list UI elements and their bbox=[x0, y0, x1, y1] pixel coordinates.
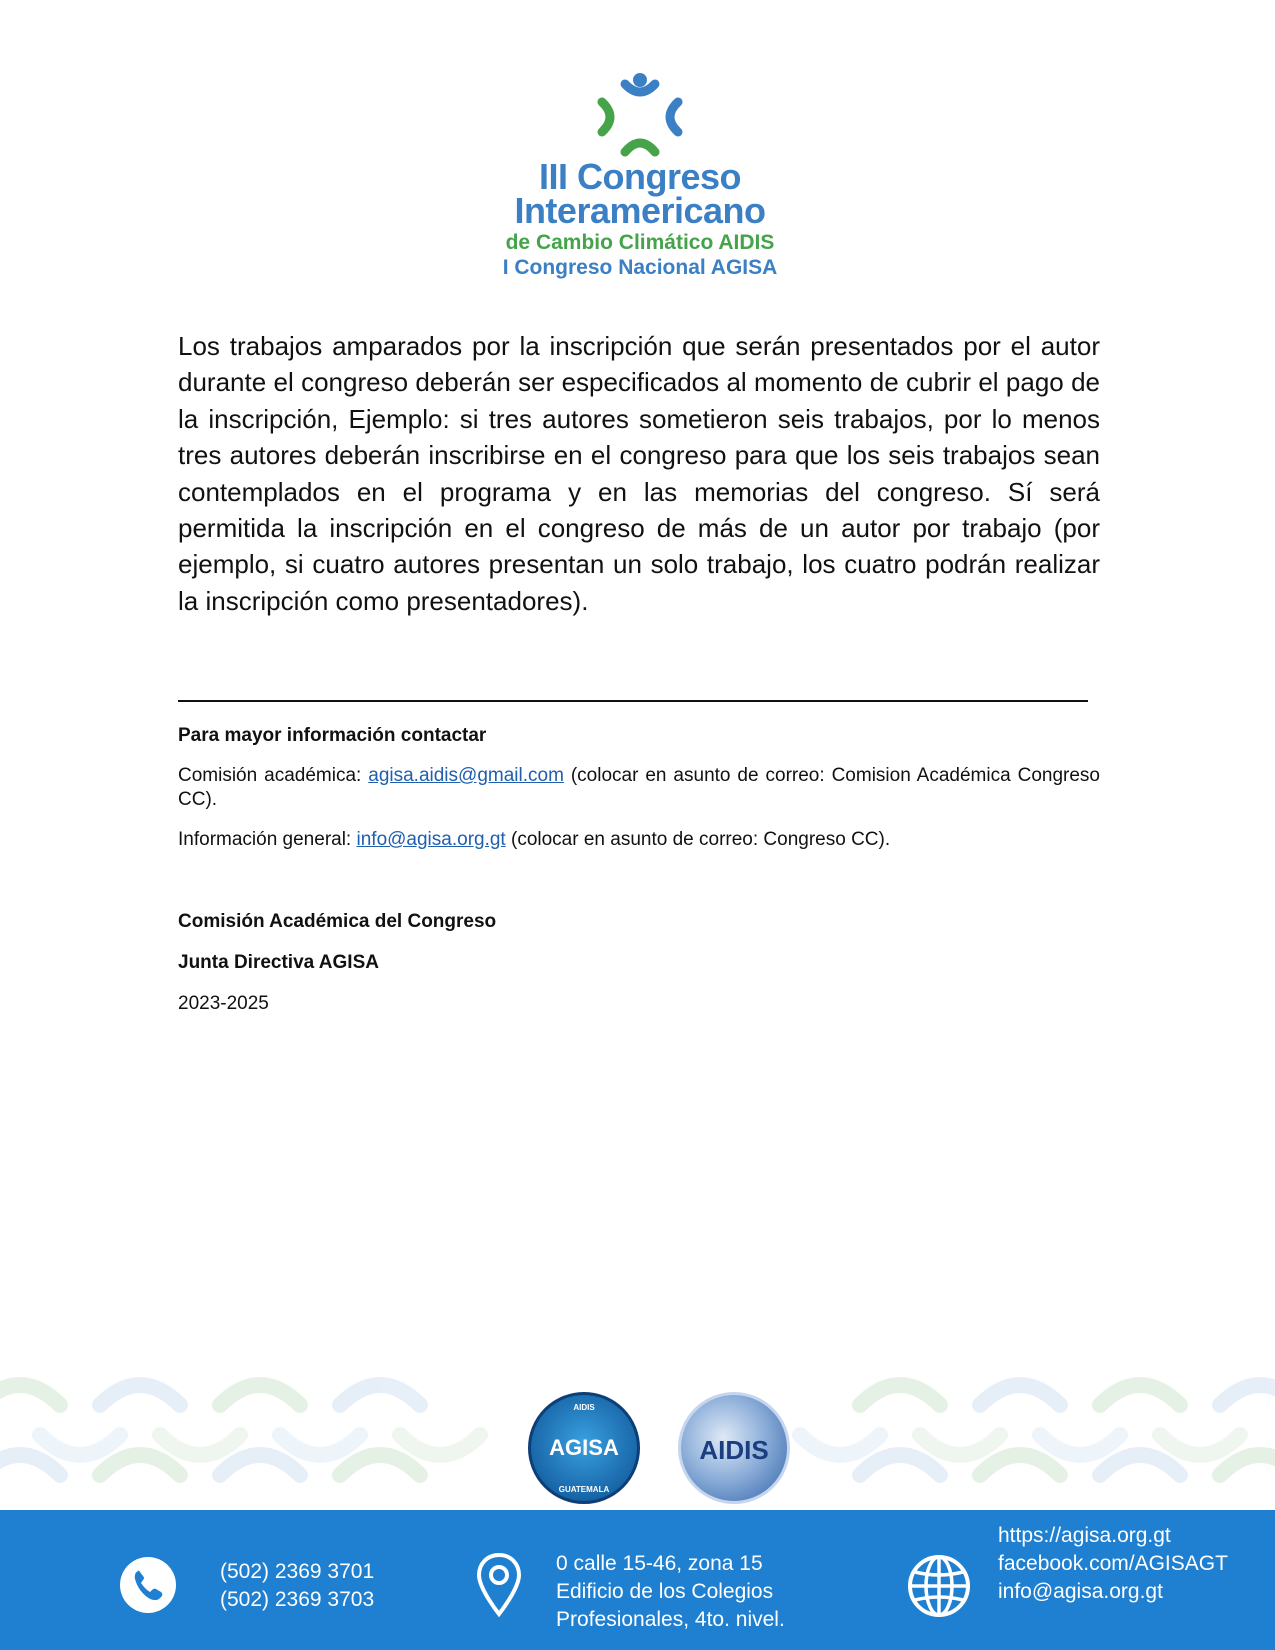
logo-line-2: Interamericano bbox=[514, 190, 766, 231]
agisa-badge bbox=[528, 1392, 640, 1504]
agisa-badge-name: AGISA bbox=[549, 1435, 619, 1460]
contact-heading: Para mayor información contactar bbox=[178, 725, 487, 746]
address-line-2: Edificio de los Colegios bbox=[556, 1580, 774, 1603]
agisa-badge-bottom-text: GUATEMALA bbox=[558, 1485, 610, 1494]
general-contact bbox=[178, 828, 1100, 852]
phone-icon bbox=[120, 1557, 176, 1618]
general-email-link[interactable]: info@agisa.org.gt bbox=[356, 829, 506, 850]
web-contact-lines bbox=[998, 1522, 1228, 1606]
academic-contact bbox=[178, 764, 1100, 812]
agisa-logo-icon bbox=[528, 1392, 640, 1504]
logo-line-1: III Congreso bbox=[538, 156, 742, 197]
main-paragraph: Los trabajos amparados por la inscripción que serán presentados por el autor durante el congreso deberán ser especificados al momento de cubrir el pago de la inscripción, Ejemplo: si tres autores sometieron seis trabajos, por lo menos tres autores deberán inscribirse en el congreso para que los seis trabajos sean contemplados en el programa y en las memorias del congreso. Sí será permitida la inscripción en el congreso de más de un autor por trabajo (por ejemplo, si cuatro autores presentan un solo trabajo, los cuatro podrán realizar la inscripción como presentadores). bbox=[178, 331, 1100, 616]
general-note: (colocar en asunto de correo: Congreso CC). bbox=[505, 829, 891, 850]
phone-number-2[interactable]: (502) 2369 3703 bbox=[220, 1588, 375, 1611]
location-pin-icon bbox=[476, 1552, 522, 1623]
signature-line-2: Junta Directiva AGISA bbox=[178, 952, 379, 973]
congress-logo bbox=[480, 70, 800, 290]
logo-line-4: I Congreso Nacional AGISA bbox=[502, 256, 778, 279]
footer-bar bbox=[0, 1510, 1275, 1650]
globe-icon bbox=[906, 1553, 972, 1624]
academic-note: (colocar en asunto de correo: Comision Académica Congreso CC). bbox=[178, 765, 1100, 810]
signature-block bbox=[178, 910, 496, 1033]
academic-label: Comisión académica: bbox=[178, 765, 369, 786]
address-line-1: 0 calle 15-46, zona 15 bbox=[556, 1552, 763, 1575]
website-link[interactable]: https://agisa.org.gt bbox=[998, 1524, 1171, 1547]
section-divider bbox=[178, 700, 1088, 702]
general-label: Información general: bbox=[178, 829, 357, 850]
aidis-badge bbox=[678, 1392, 790, 1504]
facebook-link[interactable]: facebook.com/AGISAGT bbox=[998, 1552, 1228, 1575]
aidis-badge-name: AIDIS bbox=[699, 1435, 769, 1465]
academic-email-link[interactable]: agisa.aidis@gmail.com bbox=[368, 765, 564, 786]
aidis-globe-logo-icon bbox=[678, 1392, 790, 1504]
address-lines bbox=[556, 1550, 785, 1634]
footer-email-link[interactable]: info@agisa.org.gt bbox=[998, 1580, 1163, 1603]
agisa-badge-top-text: AIDIS bbox=[573, 1403, 595, 1412]
phone-numbers bbox=[220, 1558, 374, 1614]
logo-line-3: de Cambio Climático AIDIS bbox=[505, 231, 775, 254]
signature-period: 2023-2025 bbox=[178, 993, 269, 1014]
address-line-3: Profesionales, 4to. nivel. bbox=[556, 1608, 785, 1631]
phone-number-1[interactable]: (502) 2369 3701 bbox=[220, 1560, 375, 1583]
signature-line-1: Comisión Académica del Congreso bbox=[178, 911, 497, 932]
congress-emblem-icon bbox=[590, 70, 690, 160]
contact-section bbox=[178, 724, 1100, 868]
